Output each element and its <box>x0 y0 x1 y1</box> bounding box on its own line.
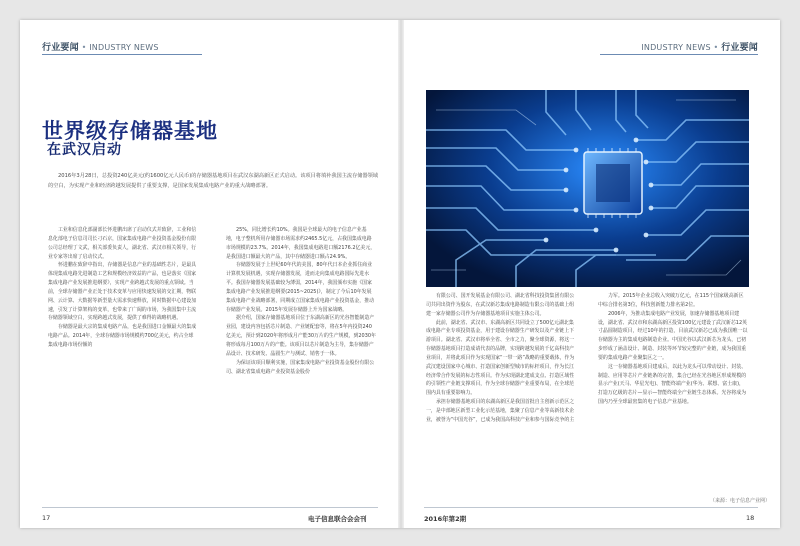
lead-paragraph: 2016年3月28日，总投资240亿美元(约1600亿元人民币)的存储器基地项目在武汉东湖高新区正式启动。该项目将填补我国主流存储器领域的空白，为实现产业和经济跨越发展提供了重要支撑，是国家发展集成电路产业的重大战略部署。 <box>48 173 379 189</box>
body-column-1 <box>48 226 198 350</box>
page-number-right: 18 <box>746 514 755 522</box>
body-column-4 <box>598 292 748 407</box>
circuit-board-image <box>426 90 749 287</box>
separator-dot: • <box>713 43 719 52</box>
body-paragraph: 工业和信息化部副部长怀进鹏出席了启动仪式并致辞，工业和信息化部电子信息司司长刁石京，国家集成电路产业投资基金股份有限公司总经理丁文武，相关部委负责人，湖北省、武汉市相关领导，行业专家等出席了启动仪式。 <box>48 227 197 260</box>
section-header-left <box>42 40 159 53</box>
publication-name: 电子信息联合会会刊 <box>308 515 367 523</box>
body-paragraph: 25%，同比增长约10%。我国是全球最大的电子信息产业基地，电子整机所用存储器市场需求约2465.5亿元，占我国集成电路市场规模的23.7%。2014年，我国集成电路进口额2176.2亿美元，是我国进口额最大的产品，其中存储器进口额占24.9%。 <box>226 227 376 260</box>
body-column-3 <box>426 292 576 425</box>
source-credit: （来源：电子信息产业网） <box>710 498 771 504</box>
body-paragraph: 2006年，为推动集成电路产业发展，加速存储器基地项目建设，湖北省、武汉市和东湖高新区投资100亿元建设了武汉新芯12英寸晶圆制造项目，经过10年的打造，目前武汉新芯已成为我国唯一以存储器为主的集成电路制造企业。中国光谷以武汉新芯为龙头，已初步形成了涵盖设计、制造、封装等环节较完整的产业链，成为我国重要的集成电路产业聚集区之一。 <box>598 310 748 361</box>
body-paragraph: 承担存储器基地项目的东湖高新区是我国首批自主创新示范区之一，是中部地区新型工业化示范基地，集聚了信息产业等高新技术企业，被誉为“中国光谷”，已成为我国高科技产业和参与国际竞争的主 <box>426 399 575 423</box>
section-label-en: INDUSTRY NEWS <box>641 43 711 52</box>
footer-rule-left <box>42 507 378 508</box>
body-paragraph: 此前，湖北省、武汉市、东湖高新区共同设立了500亿元湖北集成电路产业专项投资基金，用于建设存储器生产研发以及产业链上下游项目。湖北省、武汉市将举全省、全市之力，聚全球资源，将这一存储器基地项目打造成请代表的品牌，实现跨越发展的千亿高科技产业项目，并将此项目作为实现国家“一带一路”战略的重要载体，作为武汉建设国家中心城市、打造国家创新型城市的标杆项目，作为长江经济带合作发展的标志性项目。作为实现湖北建成支点、打造区域性的引领性产业链支撑项目，作为全球存储器产业重要布局，在全球范围内具有重要影响力。 <box>426 319 575 397</box>
body-paragraph: 力军。2015年企业总收入突破万亿元，在115个国家级高新区中综合排名第3位，科技创新能力排名第2位。 <box>598 293 744 308</box>
section-label-cn: 行业要闻 <box>721 43 758 53</box>
separator-dot: • <box>81 43 87 52</box>
issue-label: 2016年第2期 <box>424 515 467 523</box>
body-paragraph: 为保证该项目顺利实施，国家集成电路产业投资基金股份有限公司、湖北省集成电路产业投资基金股份 <box>226 359 375 375</box>
article-title: 世界级存储器基地 <box>42 119 218 143</box>
body-paragraph: 怀进鹏在致辞中指出，存储器是信息产业的基础性芯片，是最具体现集成电路先进制造工艺和规模经济效益的产品，也是落实《国家集成电路产业发展推进纲要》，实现产业跨越式发展的重点领域。当前，全球存储器产业正处于技术变革与应用快速发展的交汇期，物联网、云计算、大数据等新型量大需求快速释放，同时数据中心建设加速，引发了计算架构的变革，也带来了广阔的市场，为我国集中主流存储器领域空白，实现跨越式发展，提供了难得的战略机遇。 <box>48 262 197 322</box>
header-rule-right <box>600 54 758 55</box>
article-lead <box>48 172 378 191</box>
body-paragraph: 存储器发展于上世纪60年代的美国，80年代日本企业抓住商业计算机发展机遇，实现存储器发展，进而走向集成电路国际先进水平。我国存储器发展基础较为薄弱，2014年，我国颁布实施《国家集成电路产业发展推进纲要(2015~2025)》，制定了今后10年发展集成电路产业战略部署，同期成立国家集成电路产业投资基金，推动存储器产业发展。2015年发展存储器上升为国家战略。 <box>226 262 375 313</box>
section-label-cn: 行业要闻 <box>42 43 79 53</box>
article-subtitle: 在武汉启动 <box>47 142 122 158</box>
magazine-spread <box>20 20 780 528</box>
body-paragraph: 据介绍，国家存储器基地项目位于东湖高新区的光谷智能制造产业园，建设内容包括芯片制造、产业链配套等，将在5年内投资240亿美元，预计到2020年将形成月产能30万片的生产规模，到2030年将形成每月100万片的产能。该项目以芯片制造为主导，集存储器产品设计、技术研发、晶圆生产与测试、销售于一体。 <box>226 315 376 357</box>
page-number-left: 17 <box>42 514 51 522</box>
body-column-2 <box>226 226 376 376</box>
body-paragraph: 这一存储器基地项目建成后，以此为龙头可以带动设计、封装、制造、应用等芯片产业链条的完善，集合已经在光谷地区形成规模的显示产业(天马、华星光电)、智能终端产业(华为、联想、富士康)，打造万亿级的芯片—显示—智能终端全产业链生态体系。光谷将成为国内乃至全球最密集的电子信息产业基地。 <box>598 363 747 406</box>
footer-rule-right <box>424 507 758 508</box>
body-paragraph: 有限公司、国开发展基金有限公司、湖北省科技投资集团有限公司共同出资作为股东，在武汉新芯集成电路制造有限公司的基础上组建一家存储器公司作为存储器基地项目实施主体公司。 <box>426 293 575 317</box>
header-rule-left <box>42 54 202 55</box>
body-paragraph: 存储器是最大宗的集成电路产品，也是我国进口金额最大的集成电路产品。2014年，全球存储器市场规模约700亿美元，约占全球集成电路市场份额的 <box>48 324 197 348</box>
section-label-en: INDUSTRY NEWS <box>89 43 159 52</box>
page-gutter <box>398 20 404 528</box>
section-header-right <box>641 40 758 53</box>
